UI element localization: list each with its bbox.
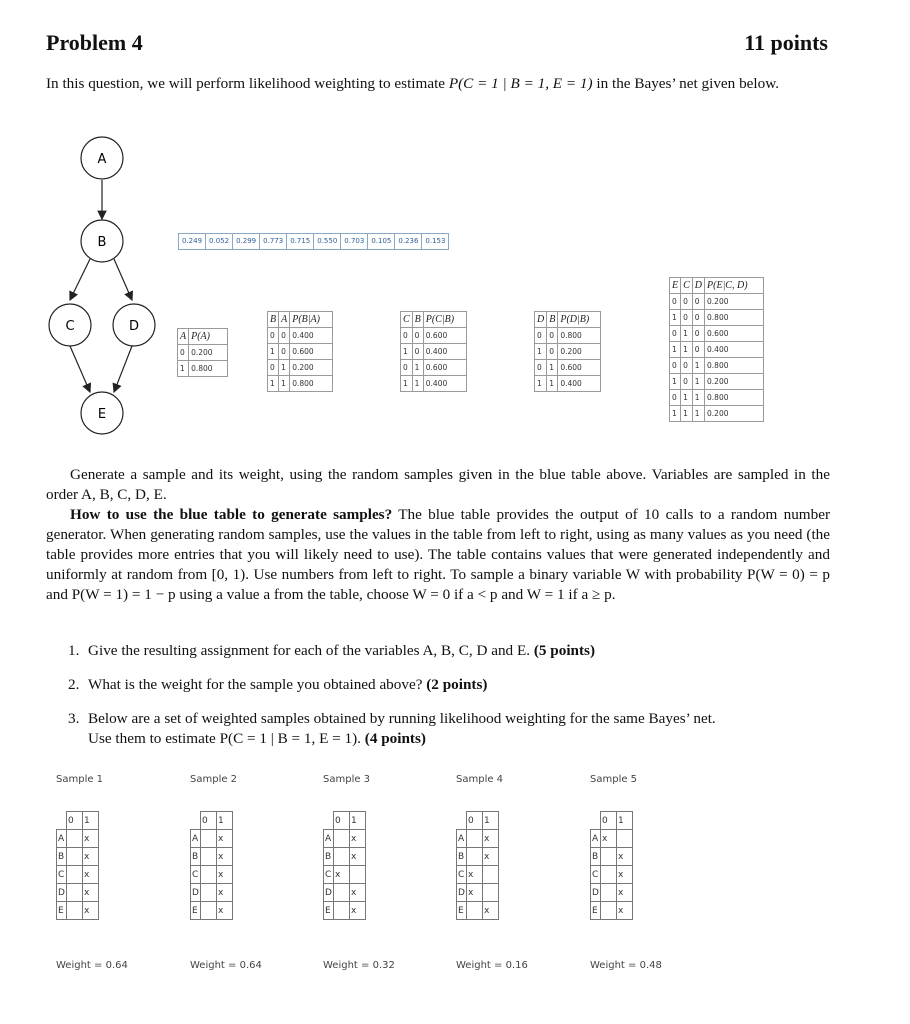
sample-row-label: E bbox=[191, 902, 201, 920]
sample-row-label: E bbox=[591, 902, 601, 920]
intro-query: P(C = 1 | B = 1, E = 1) bbox=[448, 75, 593, 92]
sample-row-label: C bbox=[457, 866, 467, 884]
cpt-header: P(C|B) bbox=[423, 312, 466, 328]
sample-cell: x bbox=[617, 902, 633, 920]
sample-col-header: 1 bbox=[350, 812, 366, 830]
cpt-header: C bbox=[681, 278, 693, 294]
sample-label: Sample 2 bbox=[190, 774, 238, 785]
cpt-cell: 0.600 bbox=[423, 328, 466, 344]
cpt-cell: 1 bbox=[692, 390, 704, 406]
sample-cell bbox=[67, 884, 83, 902]
cpt-cell: 1 bbox=[412, 360, 423, 376]
cpt-cell: 0.200 bbox=[558, 344, 601, 360]
cpt-header: B bbox=[547, 312, 558, 328]
sample-cell: x bbox=[617, 866, 633, 884]
body-paragraph-1: Generate a sample and its weight, using the random samples given in the blue table above. Variables are sampled in the order A, B, C, D, E. bbox=[46, 466, 830, 503]
sample-row-label: B bbox=[591, 848, 601, 866]
sample-weight: Weight = 0.64 bbox=[56, 960, 128, 971]
cpt-cell: 1 bbox=[692, 374, 704, 390]
sample-row-label: C bbox=[191, 866, 201, 884]
sample-row-label: C bbox=[591, 866, 601, 884]
sample-row-label: D bbox=[324, 884, 334, 902]
sample-weight: Weight = 0.48 bbox=[590, 960, 662, 971]
sample-row-label: D bbox=[591, 884, 601, 902]
sample-cell bbox=[201, 848, 217, 866]
cpt-cell: 0.800 bbox=[705, 390, 764, 406]
sample-cell: x bbox=[350, 902, 366, 920]
cpt-header: P(D|B) bbox=[558, 312, 601, 328]
sample-col-header: 0 bbox=[201, 812, 217, 830]
sample-cell bbox=[334, 902, 350, 920]
sample-row-label: D bbox=[457, 884, 467, 902]
cpt-cell: 0 bbox=[681, 358, 693, 374]
cpt-header: D bbox=[535, 312, 547, 328]
cpt-cell: 1 bbox=[670, 374, 681, 390]
body-paragraph-2-heading: How to use the blue table to generate samples? bbox=[70, 506, 393, 523]
svg-text:D: D bbox=[128, 319, 140, 334]
cpt-cell: 0 bbox=[692, 294, 704, 310]
cpt-cell: 1 bbox=[670, 310, 681, 326]
sample-cell: x bbox=[350, 848, 366, 866]
cpt-cell: 1 bbox=[692, 358, 704, 374]
cpt-cell: 0.400 bbox=[705, 342, 764, 358]
sample-cell bbox=[601, 848, 617, 866]
sample-cell: x bbox=[217, 848, 233, 866]
sample-label: Sample 1 bbox=[56, 774, 104, 785]
question-3: 3. Below are a set of weighted samples obtained by running likelihood weighting for the same Bayes’ net. Use them to estimate P(C = 1 | B = 1, E = 1). (4 points) bbox=[68, 710, 716, 747]
svg-text:C: C bbox=[65, 319, 75, 334]
sample-cell bbox=[67, 866, 83, 884]
body-paragraph-2-text: The blue table provides the output of 10 calls to a random number generator. When generating random samples, use the values in the table from left to right, using as many values as you need (the table provides more entries that you will likely need to use). The table contains values that were generated independently and uniformly at random from [0, 1). Use numbers from left to right. To sample a binary variable W with probability P(W = 0) = p and P(W = 1) = 1 − p using a value a from the table, choose W = 0 if a < p and W = 1 if a ≥ p. bbox=[46, 506, 831, 603]
sample-cell: x bbox=[617, 884, 633, 902]
cpt-cell: 1 bbox=[681, 390, 693, 406]
sample-row-label: A bbox=[457, 830, 467, 848]
sample-row-label: B bbox=[324, 848, 334, 866]
cpt-b-table bbox=[267, 311, 333, 392]
sample-cell: x bbox=[467, 884, 483, 902]
cpt-cell: 0 bbox=[535, 360, 547, 376]
cpt-cell: 0.800 bbox=[705, 358, 764, 374]
cpt-cell: 1 bbox=[692, 406, 704, 422]
sample-cell bbox=[334, 848, 350, 866]
sample-row-label: A bbox=[57, 830, 67, 848]
bayes-net-graph bbox=[40, 130, 170, 440]
cpt-cell: 0 bbox=[692, 326, 704, 342]
question-2: 2. What is the weight for the sample you obtained above? (2 points) bbox=[68, 676, 488, 693]
question-1: 1. Give the resulting assignment for each of the variables A, B, C, D and E. (5 points) bbox=[68, 642, 596, 659]
sample-cell: x bbox=[83, 830, 99, 848]
sample-cell: x bbox=[217, 830, 233, 848]
cpt-cell: 0 bbox=[681, 374, 693, 390]
node-e bbox=[81, 392, 123, 434]
sample-cell: x bbox=[350, 830, 366, 848]
sample-cell: x bbox=[467, 866, 483, 884]
sample-col-header: 0 bbox=[601, 812, 617, 830]
sample-row-label: B bbox=[457, 848, 467, 866]
sample-row-label: C bbox=[57, 866, 67, 884]
cpt-cell: 0 bbox=[401, 360, 413, 376]
sample-row-label: B bbox=[57, 848, 67, 866]
cpt-cell: 1 bbox=[670, 342, 681, 358]
cpt-cell: 0 bbox=[279, 328, 290, 344]
sample-cell: x bbox=[217, 884, 233, 902]
sample-row-label: D bbox=[57, 884, 67, 902]
cpt-cell: 1 bbox=[412, 376, 423, 392]
sample-cell bbox=[601, 884, 617, 902]
cpt-a-table bbox=[177, 328, 228, 377]
cpt-cell: 1 bbox=[547, 360, 558, 376]
sample-cell: x bbox=[601, 830, 617, 848]
sample-col-header: 0 bbox=[67, 812, 83, 830]
sample-cell bbox=[67, 848, 83, 866]
sample-cell bbox=[467, 902, 483, 920]
cpt-header: A bbox=[178, 329, 189, 345]
node-b bbox=[81, 220, 123, 262]
sample-cell: x bbox=[483, 848, 499, 866]
cpt-cell: 0.800 bbox=[705, 310, 764, 326]
sample-row-label: E bbox=[457, 902, 467, 920]
cpt-header: C bbox=[401, 312, 413, 328]
cpt-cell: 1 bbox=[279, 376, 290, 392]
edge-d-e bbox=[114, 346, 132, 392]
cpt-cell: 0 bbox=[268, 328, 279, 344]
edge-c-e bbox=[70, 346, 90, 392]
sample-weight: Weight = 0.16 bbox=[456, 960, 528, 971]
sample-cell bbox=[467, 830, 483, 848]
cpt-cell: 0.600 bbox=[705, 326, 764, 342]
cpt-d-table bbox=[534, 311, 601, 392]
sample-row-label: A bbox=[191, 830, 201, 848]
cpt-cell: 1 bbox=[681, 326, 693, 342]
cpt-cell: 0.800 bbox=[189, 361, 228, 377]
cpt-cell: 0.400 bbox=[423, 344, 466, 360]
sample-cell bbox=[601, 866, 617, 884]
sample-label: Sample 4 bbox=[456, 774, 504, 785]
sample-label: Sample 3 bbox=[323, 774, 371, 785]
sample-cell bbox=[617, 830, 633, 848]
sample-cell bbox=[467, 848, 483, 866]
cpt-cell: 0 bbox=[670, 326, 681, 342]
cpt-cell: 1 bbox=[401, 344, 413, 360]
cpt-cell: 1 bbox=[547, 376, 558, 392]
sample-weight: Weight = 0.32 bbox=[323, 960, 395, 971]
sample-cell bbox=[67, 902, 83, 920]
cpt-header: B bbox=[412, 312, 423, 328]
cpt-cell: 0.200 bbox=[705, 374, 764, 390]
random-value: 0.153 bbox=[425, 237, 446, 245]
cpt-cell: 0.400 bbox=[423, 376, 466, 392]
sample-cell bbox=[483, 884, 499, 902]
cpt-cell: 1 bbox=[279, 360, 290, 376]
sample-table bbox=[456, 811, 499, 920]
sample-cell bbox=[201, 866, 217, 884]
cpt-header: P(E|C, D) bbox=[705, 278, 764, 294]
sample-row-label: D bbox=[191, 884, 201, 902]
cpt-cell: 1 bbox=[268, 344, 279, 360]
cpt-cell: 0 bbox=[670, 390, 681, 406]
sample-table bbox=[190, 811, 233, 920]
sample-row-label: C bbox=[324, 866, 334, 884]
edge-b-c bbox=[70, 259, 90, 300]
cpt-header: P(B|A) bbox=[290, 312, 333, 328]
cpt-cell: 0 bbox=[692, 342, 704, 358]
sample-table bbox=[323, 811, 366, 920]
cpt-cell: 0.200 bbox=[705, 406, 764, 422]
cpt-cell: 0 bbox=[412, 344, 423, 360]
body-paragraph-2 bbox=[46, 505, 830, 605]
sample-col-header: 1 bbox=[217, 812, 233, 830]
sample-cell: x bbox=[83, 884, 99, 902]
sample-cell bbox=[601, 902, 617, 920]
cpt-cell: 1 bbox=[535, 376, 547, 392]
intro-text-before: In this question, we will perform likelihood weighting to estimate bbox=[46, 75, 449, 92]
sample-cell: x bbox=[217, 866, 233, 884]
cpt-cell: 0 bbox=[547, 344, 558, 360]
sample-row-label: B bbox=[191, 848, 201, 866]
cpt-cell: 0.600 bbox=[290, 344, 333, 360]
sample-table bbox=[590, 811, 633, 920]
node-c bbox=[49, 304, 91, 346]
cpt-e-table bbox=[669, 277, 764, 422]
sample-cell: x bbox=[83, 848, 99, 866]
cpt-cell: 0.400 bbox=[290, 328, 333, 344]
cpt-cell: 0.600 bbox=[423, 360, 466, 376]
sample-weight: Weight = 0.64 bbox=[190, 960, 262, 971]
cpt-cell: 1 bbox=[670, 406, 681, 422]
sample-cell bbox=[201, 884, 217, 902]
cpt-cell: 0.800 bbox=[290, 376, 333, 392]
sample-cell: x bbox=[483, 902, 499, 920]
sample-row-label: A bbox=[591, 830, 601, 848]
random-value: 0.550 bbox=[314, 234, 341, 249]
random-value: 0.052 bbox=[206, 234, 233, 249]
cpt-cell: 1 bbox=[401, 376, 413, 392]
cpt-cell: 0 bbox=[268, 360, 279, 376]
cpt-cell: 0 bbox=[412, 328, 423, 344]
sample-col-header: 1 bbox=[83, 812, 99, 830]
random-value: 0.773 bbox=[260, 234, 287, 249]
svg-text:A: A bbox=[97, 152, 107, 167]
sample-row-label: E bbox=[57, 902, 67, 920]
sample-col-header: 0 bbox=[467, 812, 483, 830]
cpt-cell: 0.200 bbox=[290, 360, 333, 376]
cpt-cell: 0 bbox=[178, 345, 189, 361]
sample-col-header: 0 bbox=[334, 812, 350, 830]
cpt-header: B bbox=[268, 312, 279, 328]
sample-cell bbox=[201, 902, 217, 920]
sample-label: Sample 5 bbox=[590, 774, 638, 785]
cpt-cell: 0 bbox=[535, 328, 547, 344]
intro-text-after: in the Bayes’ net given below. bbox=[592, 75, 779, 92]
cpt-cell: 0.200 bbox=[705, 294, 764, 310]
sample-cell bbox=[67, 830, 83, 848]
cpt-cell: 0 bbox=[670, 358, 681, 374]
sample-cell: x bbox=[217, 902, 233, 920]
problem-points: 11 points bbox=[744, 30, 828, 55]
random-value: 0.236 bbox=[395, 234, 422, 249]
random-value: 0.105 bbox=[368, 234, 395, 249]
cpt-cell: 1 bbox=[178, 361, 189, 377]
cpt-cell: 0.400 bbox=[558, 376, 601, 392]
cpt-cell: 0 bbox=[670, 294, 681, 310]
sample-cell bbox=[350, 866, 366, 884]
random-value: 0.715 bbox=[287, 234, 314, 249]
sample-cell: x bbox=[350, 884, 366, 902]
cpt-header: A bbox=[279, 312, 290, 328]
sample-col-header: 1 bbox=[483, 812, 499, 830]
cpt-header: E bbox=[670, 278, 681, 294]
sample-cell bbox=[334, 830, 350, 848]
cpt-cell: 0 bbox=[692, 310, 704, 326]
cpt-cell: 1 bbox=[681, 406, 693, 422]
cpt-cell: 0 bbox=[681, 310, 693, 326]
node-a bbox=[81, 137, 123, 179]
cpt-cell: 0.800 bbox=[558, 328, 601, 344]
cpt-cell: 0 bbox=[279, 344, 290, 360]
random-number-table bbox=[178, 233, 449, 250]
random-value: 0.299 bbox=[233, 234, 260, 249]
sample-cell: x bbox=[83, 902, 99, 920]
sample-cell bbox=[201, 830, 217, 848]
sample-row-label: E bbox=[324, 902, 334, 920]
cpt-header: P(A) bbox=[189, 329, 228, 345]
cpt-cell: 0 bbox=[681, 294, 693, 310]
random-value: 0.249 bbox=[179, 234, 206, 249]
cpt-cell: 0.200 bbox=[189, 345, 228, 361]
cpt-cell: 0 bbox=[547, 328, 558, 344]
cpt-cell: 1 bbox=[268, 376, 279, 392]
node-d bbox=[113, 304, 155, 346]
svg-text:E: E bbox=[97, 407, 107, 422]
cpt-cell: 1 bbox=[535, 344, 547, 360]
cpt-cell: 0.600 bbox=[558, 360, 601, 376]
sample-cell bbox=[334, 884, 350, 902]
cpt-c-table bbox=[400, 311, 467, 392]
problem-title: Problem 4 bbox=[46, 30, 143, 55]
sample-cell: x bbox=[617, 848, 633, 866]
sample-row-label: A bbox=[324, 830, 334, 848]
svg-text:B: B bbox=[97, 235, 107, 250]
sample-cell: x bbox=[334, 866, 350, 884]
random-value: 0.703 bbox=[341, 234, 368, 249]
sample-cell: x bbox=[483, 830, 499, 848]
edge-b-d bbox=[114, 259, 132, 300]
sample-cell bbox=[483, 866, 499, 884]
sample-col-header: 1 bbox=[617, 812, 633, 830]
sample-cell: x bbox=[83, 866, 99, 884]
cpt-cell: 0 bbox=[401, 328, 413, 344]
intro-paragraph bbox=[46, 74, 830, 94]
sample-table bbox=[56, 811, 99, 920]
cpt-cell: 1 bbox=[681, 342, 693, 358]
cpt-header: D bbox=[692, 278, 704, 294]
